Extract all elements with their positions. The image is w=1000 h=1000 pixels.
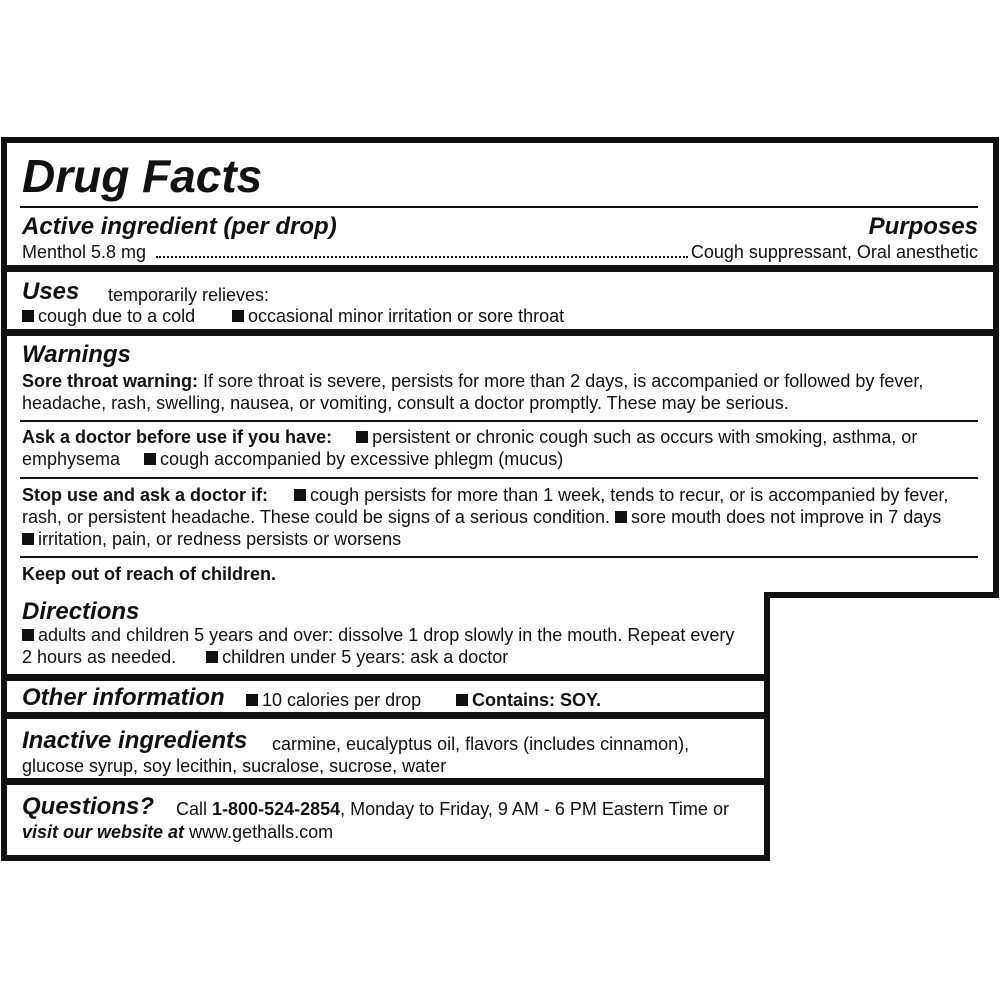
- warnings-rule-1: [20, 420, 978, 422]
- stop-use-line2: rash, or persistent headache. These could be signs of a serious condition. sore mouth does not improve in 7 days: [22, 507, 942, 527]
- directions-heading: Directions: [22, 598, 140, 625]
- separator-uses: [7, 265, 993, 272]
- other-information-item: Contains: SOY.: [456, 689, 601, 711]
- questions-website-line: visit our website at www.gethalls.com: [22, 822, 334, 842]
- bullet-square-icon: [22, 533, 34, 545]
- purposes-heading: Purposes: [868, 213, 978, 240]
- title-rule: [20, 206, 978, 208]
- uses-item: cough due to a cold: [22, 305, 195, 327]
- active-ingredient-value: Menthol 5.8 mg: [22, 242, 147, 262]
- warnings-rule-2: [20, 477, 978, 479]
- purpose-value: Cough suppressant, Oral anesthetic: [690, 242, 978, 262]
- bullet-square-icon: [294, 489, 306, 501]
- bullet-square-icon: [232, 310, 244, 322]
- separator-questions: [7, 778, 764, 785]
- directions-line1: adults and children 5 years and over: dissolve 1 drop slowly in the mouth. Repeat every: [22, 624, 734, 646]
- bullet-square-icon: [206, 651, 218, 663]
- ask-doctor-line1: Ask a doctor before use if you have: persistent or chronic cough such as occurs with smoking, asthma, or: [22, 427, 918, 447]
- separator-other: [7, 674, 764, 681]
- uses-heading: Uses: [22, 278, 80, 305]
- directions-line2: 2 hours as needed. children under 5 years: ask a doctor: [22, 647, 509, 667]
- ask-doctor-line2: emphysema cough accompanied by excessive phlegm (mucus): [22, 449, 564, 469]
- other-information-heading: Other information: [22, 684, 225, 711]
- inactive-ingredients-heading: Inactive ingredients: [22, 727, 248, 754]
- bullet-square-icon: [22, 629, 34, 641]
- bullet-square-icon: [456, 694, 468, 706]
- separator-inactive: [7, 712, 764, 719]
- dot-leader: [156, 256, 688, 258]
- questions-call-line: Call 1-800-524-2854, Monday to Friday, 9 AM - 6 PM Eastern Time or: [176, 799, 729, 819]
- bullet-square-icon: [22, 310, 34, 322]
- bullet-square-icon: [356, 431, 368, 443]
- warnings-heading: Warnings: [22, 341, 131, 368]
- website-link[interactable]: www.gethalls.com: [189, 822, 334, 842]
- bullet-square-icon: [615, 511, 627, 523]
- inactive-ingredients-line2: glucose syrup, soy lecithin, sucralose, sucrose, water: [22, 756, 447, 776]
- stop-use-line3: irritation, pain, or redness persists or worsens: [22, 528, 401, 550]
- other-information-item: 10 calories per drop: [246, 689, 421, 711]
- drug-facts-title: Drug Facts: [22, 150, 263, 202]
- questions-heading: Questions?: [22, 793, 155, 820]
- inactive-ingredients-line1: carmine, eucalyptus oil, flavors (includes cinnamon),: [272, 734, 690, 754]
- active-ingredient-heading: Active ingredient (per drop): [22, 213, 337, 240]
- separator-warnings: [7, 329, 993, 336]
- warnings-rule-3: [20, 556, 978, 558]
- uses-intro: temporarily relieves:: [108, 285, 270, 305]
- sore-throat-warning-line1: Sore throat warning: If sore throat is severe, persists for more than 2 days, is accompanied or followed by fever,: [22, 371, 924, 391]
- sore-throat-warning-line2: headache, rash, swelling, nausea, or vomiting, consult a doctor promptly. These may be serious.: [22, 393, 789, 413]
- uses-item: occasional minor irritation or sore throat: [232, 305, 564, 327]
- bullet-square-icon: [144, 453, 156, 465]
- stop-use-line1: Stop use and ask a doctor if: cough persists for more than 1 week, tends to recur, or is accompanied by fever,: [22, 485, 949, 505]
- phone-number[interactable]: 1-800-524-2854: [212, 799, 341, 819]
- bullet-square-icon: [246, 694, 258, 706]
- keep-out-of-reach: Keep out of reach of children.: [22, 564, 277, 584]
